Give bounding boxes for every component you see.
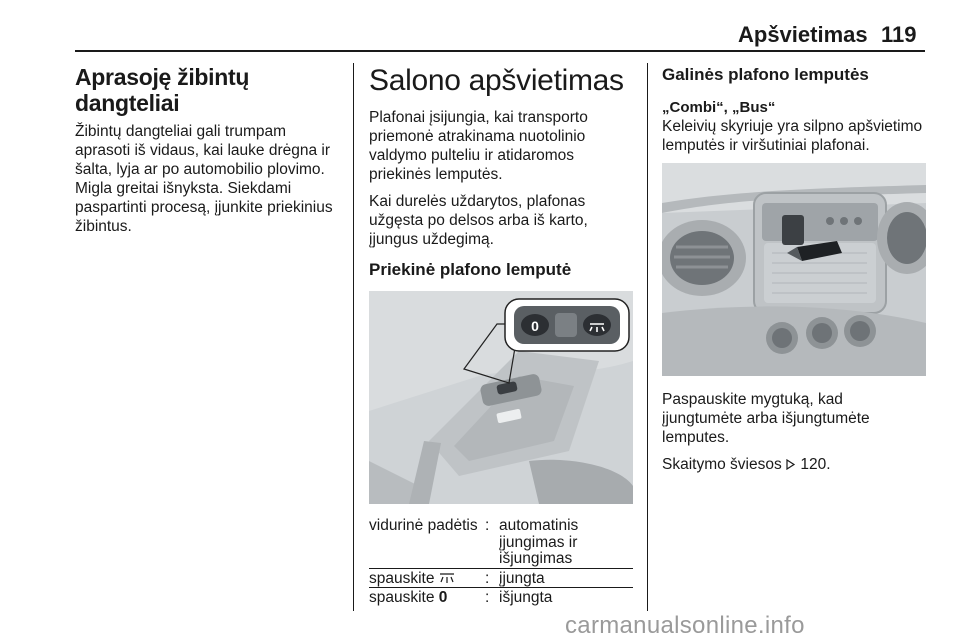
switch-positions-table [369,516,633,607]
table-row-1-key: vidurinė padėtis [369,517,478,534]
page-reference-arrow-icon [786,459,796,470]
header-rule [75,50,925,52]
column-divider-2 [647,63,648,611]
switch-off-label: 0 [531,318,539,334]
reading-lights-reference [662,455,926,474]
table-row-2-key-text: spauskite [369,569,435,587]
section-heading-fogged-lamps: Aprasoję žibintų dangteliai [75,64,250,116]
front-courtesy-light-illustration [369,291,633,504]
column-3 [662,64,926,482]
column-2 [369,64,633,607]
table-row-3-key-bold: 0 [438,589,448,606]
watermark: carmanualsonline.info [565,612,805,639]
lamp-symbol-icon [439,572,455,584]
table-row-1-value: automatinis įjungimas ir išjungimas [499,517,579,567]
section-heading-interior-lighting: Salono apšvietimas [369,64,624,97]
page-number: 119 [881,22,917,47]
rear-lights-paragraph-1: Keleivių skyriuje yra silpno apšvietimo lemputės ir viršutiniai plafonai. [662,118,923,154]
rear-light-button-illustration [662,163,926,376]
combi-bus-subheading: „Combi“, „Bus“ [662,99,776,116]
rear-light-button-svg [662,163,926,376]
table-row-3-key [369,588,485,607]
xref-text: Skaitymo šviesos [662,456,782,473]
front-courtesy-light-svg [369,291,633,504]
table-row-3-value: išjungta [499,589,553,606]
front-courtesy-light-heading: Priekinė plafono lemputė [369,260,572,279]
xref-page-link[interactable]: 120. [800,456,831,473]
table-row-3-colon: : [485,589,490,606]
rear-courtesy-lights-heading: Galinės plafono lemputės [662,65,869,84]
header-title: Apšvietimas [738,22,868,47]
fogged-lamps-paragraph: Žibintų dangteliai gali trumpam aprasoti iš vidaus, kai lauke drėgna ir šalta, lyja ar po automobilio plovimo. Migla greitai išnyksta. Siekdami paspartinti procesą, įjunkite priekinius žibintus. [75,123,333,235]
table-row-2-value: įjungta [499,569,545,587]
column-1 [75,64,343,244]
table-row-3-key-text: spauskite [369,589,435,606]
rear-lights-paragraph-2: Paspauskite mygtuką, kad įjungtumėte arba išjungtumėte lemputes. [662,391,870,446]
interior-lighting-paragraph-1: Plafonai įsijungia, kai transporto priemonė atrakinama nuotolinio valdymo pulteliu ir atidaromos priekinės lemputės. [369,109,588,183]
table-row-2-key [369,569,485,588]
table-row-2-colon: : [485,569,490,587]
table-row-1-colon: : [485,517,490,534]
interior-lighting-paragraph-2: Kai durelės uždarytos, plafonas užgęsta po delsos arba iš karto, įjungus uždegimą. [369,193,588,248]
column-divider-1 [353,63,354,611]
